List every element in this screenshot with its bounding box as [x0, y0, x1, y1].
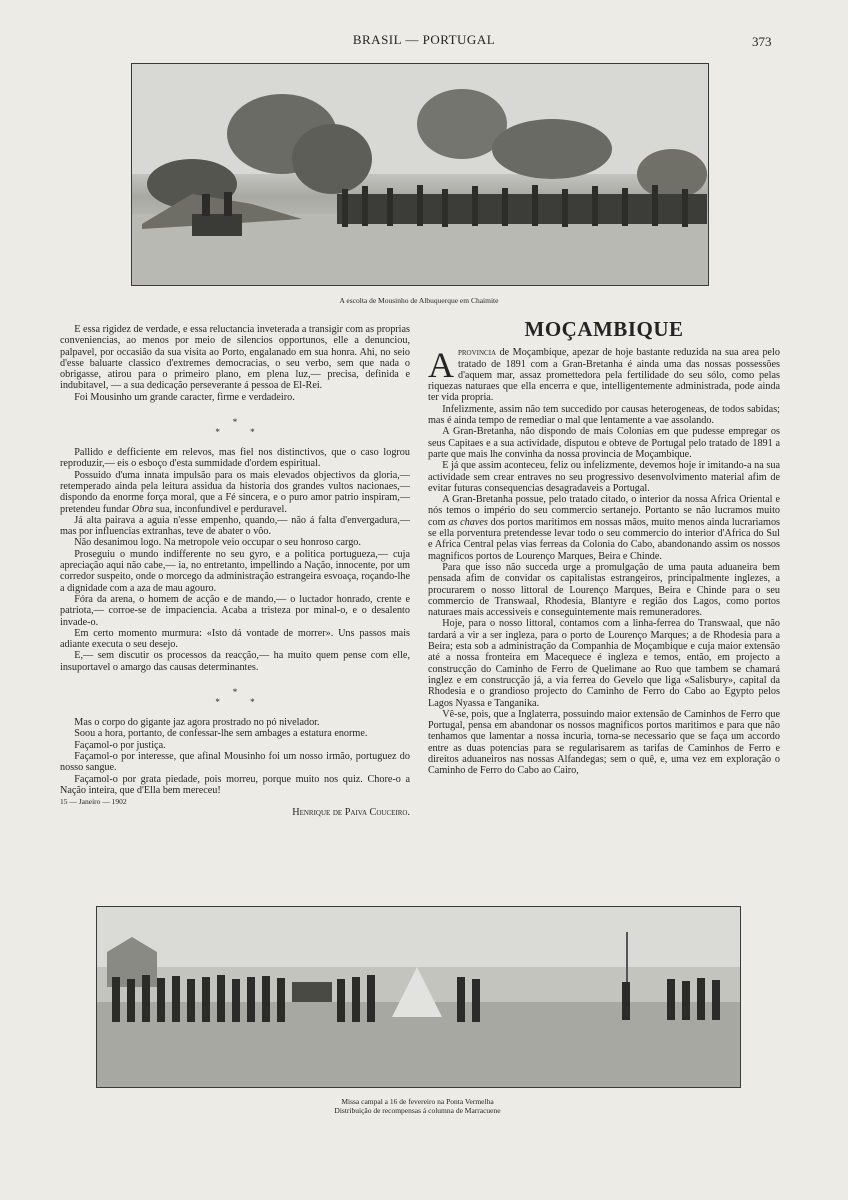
paragraph: [428, 494, 780, 562]
paragraph: Fóra da arena, o homem de acção e de mando,— o luctador honrado, crente e patriota,— corroe-se de impaciencia. Acaba a tristeza por minal-o, e o desalento invade-o.: [60, 593, 410, 628]
paragraph: Proseguiu o mundo indifferente no seu gyro, e a politica portugueza,— cuja apreciação aqui não cabe,— ia, no entretanto, impellindo a Nação, innocente, por um corredor suspeito, onde o morcego da administração estrangeira esvoaça, roçando-lhe a dignidade com a aza de mau agouro.: [60, 548, 410, 594]
paragraph: Façamol-o por grata piedade, pois morreu, porque muito nos quiz. Chore-o a Nação inteira, que d'Ella bem mereceu!: [60, 773, 410, 796]
paragraph: Façamol-o por interesse, que afinal Mousinho foi um nosso irmão, portuguez do nosso sangue.: [60, 750, 410, 774]
divider-stars: * *: [215, 697, 269, 708]
lead-word: provincia: [458, 347, 497, 359]
paragraph: Pallido e defficiente em relevos, mas fiel nos distinctivos, que o caso logrou reproduzir,— eis o esboço d'esta summidade d'ordem espiritual.: [60, 447, 410, 470]
article-title: MOÇAMBIQUE: [524, 317, 684, 341]
paragraph: A Gran-Bretanha, não dispondo de mais Colonias em que pudesse empregar os seus Capitaes e a sua actividade, disputou e obteve de Portugal pelo tratado de 1891 a parte que mais lhe convinha da nossa provincia de Moçambique.: [428, 426, 780, 460]
paragraph: Hoje, para o nosso littoral, contamos com a linha-ferrea do Transwaal, que não tardará a vir a ser ingleza, para o porto de Lourenço Marques; a de Rhodesia para a Beira; esta sob a administração da Companhia de Moçambique e cuja maior extensão até a nossa fronteira em Macequece é ingleza e temos, então, em projecto a construcção do Caminho de Ferro de Quelimane ao Ruo que tambem se chamará inglez e em construcção já, a via ferrea do Gevelo que liga «Salisbury», capital da Rhodesia e o grandioso projecto do Caminho de Ferro do Cabo ao Egypto pelos Lagos Nyassa e Tanganika.: [428, 618, 780, 709]
section-divider: [60, 687, 410, 707]
paragraph: Vê-se, pois, que a Inglaterra, possuindo maior extensão de Caminhos de Ferro que Portugal, pensa em abandonar os nossos magnificos portos maritimos e para que não tenhamos que lamentar a nossa incuria, torna-se necessario que se faça um accordo entre as duas potencias para se regularisarem as tarifas de Caminhos de Ferro e direitos aduaneiros nas nossas Alfandegas; sem o quê, e, uma vez em exploração o Caminho de Ferro do Cabo ao Cairo,: [428, 708, 780, 777]
paragraph: E já que assim aconteceu, feliz ou infelizmente, devemos hoje ir imitando-a na sua actividade sem crear entraves no seu progressivo desenvolvimento material afim de evitar futuras consequencias desagradaveis a Portugal.: [428, 460, 780, 494]
paragraph: Já alta pairava a aguia n'esse empenho, quando,— não á falta d'envergadura,— mas por influencias extranhas, teve de abater o vôo.: [60, 514, 410, 538]
bottom-photo-caption: [96, 1097, 739, 1115]
paragraph-text: sua, inconfundivel e perduravel.: [153, 503, 287, 515]
paragraph: Soou a hora, portanto, de confessar-lhe sem ambages a estatura enorme.: [74, 728, 368, 740]
divider-star: *: [232, 417, 252, 428]
paragraph: E essa rigidez de verdade, e essa reluctancia inveterada a transigir com as proprias conveniencias, ao menos por meio de silencios opportunos, elle a denunciou, palpavel, por occasião da sua visita ao Porto, engalanado em sua honra. Ahi, no seio d'esse baluarte classico d'extremes democracias, o seu verbo, sem que nada o obrigasse, atirou para o primeiro plano, em plena luz,— precisa, definida e indubitavel, — a sua dedicação perseverante á pessoa de El-Rei.: [60, 324, 410, 392]
author-signature: Henrique de Paiva Couceiro.: [292, 807, 410, 819]
bottom-photo: [96, 906, 741, 1088]
emphasis-chaves: as chaves: [448, 516, 488, 528]
paragraph-text: Possuido d'uma innata impulsão para os mais elevados objectivos da gloria,— retemperado ainda pela leitura assidua da historia dos grandes vultos nacionaes,— dispondo da enorme força moral, que a Fé sincera, e o puro amor patrio inspiram,— pretendeu fundar: [60, 469, 410, 515]
cavalry-escort-illustration: [132, 64, 708, 285]
drop-cap: A: [428, 345, 454, 386]
divider-stars: * *: [215, 427, 269, 438]
paragraph: Façamol-o por justiça.: [74, 739, 166, 751]
running-title: BRASIL — PORTUGAL: [352, 32, 496, 47]
paragraph: Mas o corpo do gigante jaz agora prostrado no pó nivelador.: [74, 717, 320, 729]
top-photo: [131, 63, 709, 286]
paragraph: Infelizmente, assim não tem succedido por causas heterogeneas, de todos sabidas; mas é ainda tempo de remediar o mal que lentamente a vae assolando.: [428, 403, 780, 427]
top-photo-caption: A escolta de Mousinho de Albuquerque em Chaimite: [339, 296, 499, 305]
paragraph: Foi Mousinho um grande caracter, firme e verdadeiro.: [74, 391, 295, 403]
paragraph-text: dos portos maritimos em nossas mãos, muito menos ainda lucrariamos se ella porventura pretendesse levar todo o seu commercio do interior d'Africa do Sul e Africa Central pelas vias ferreas da Colonia do Cabo, abandonando assim os nossos magnificos portos de Lourenço Marques, Beira e Chinde.: [428, 516, 781, 562]
field-mass-illustration: [97, 907, 740, 1087]
caption-line: Distribuição de recompensas á columna de Marracuene: [334, 1106, 501, 1115]
right-article-column: [428, 317, 781, 777]
paragraph: E,— sem discutir os processos da reacção,— ha muito quem pense com elle, insuportavel o amargo das causas determinantes.: [60, 650, 410, 673]
article-date: 15 — Janeiro — 1902: [60, 797, 127, 807]
paragraph-text: A Gran-Bretanha possue, pelo tratado citado, o interior da nossa Africa Oriental e nós temos o império do seu commercio sertanejo. Portanto se não lucramos muito com: [428, 494, 780, 528]
section-divider: [60, 417, 410, 437]
divider-star: *: [232, 687, 252, 698]
paragraph-text: de Moçambique, apezar de hoje bastante reduzida na sua area pelo tratado de 1891 com a Gran-Bretanha é ainda uma das nossas possessões d'aquem mar, assaz promettedora pela fertilidade do seu sólo, como pelas riquezas naturaes que ella encerra e que, intelligentemente administrada, pode ainda ter vida propria.: [428, 347, 780, 404]
paragraph: [428, 347, 780, 403]
left-article-column: [60, 324, 410, 819]
paragraph: [60, 470, 410, 515]
emphasis-obra: Obra: [131, 503, 154, 515]
paragraph: Não desanimou logo. Na metropole veio occupar o seu honroso cargo.: [74, 537, 361, 549]
caption-line: Missa campal a 16 de fevereiro na Ponta Vermelha: [341, 1097, 494, 1106]
paragraph: Para que isso não succeda urge a promulgação de uma pauta aduaneira bem pensada afim de convidar os capitalistas estrangeiros, principalmente inglezes, a procurarem o nosso littoral de Lourenço Marques, Beira e Chinde para o seu commercio de Transwaal, Rhodesia, Blantyre e região dos Lagos, como portos naturaes mais accessiveis e conseguintemente mais remuneradores.: [428, 561, 780, 619]
paragraph: Em certo momento murmura: «Isto dá vontade de morrer». Uns passos mais adiante executa o seu desejo.: [60, 627, 410, 651]
page-number: 373: [752, 34, 772, 49]
